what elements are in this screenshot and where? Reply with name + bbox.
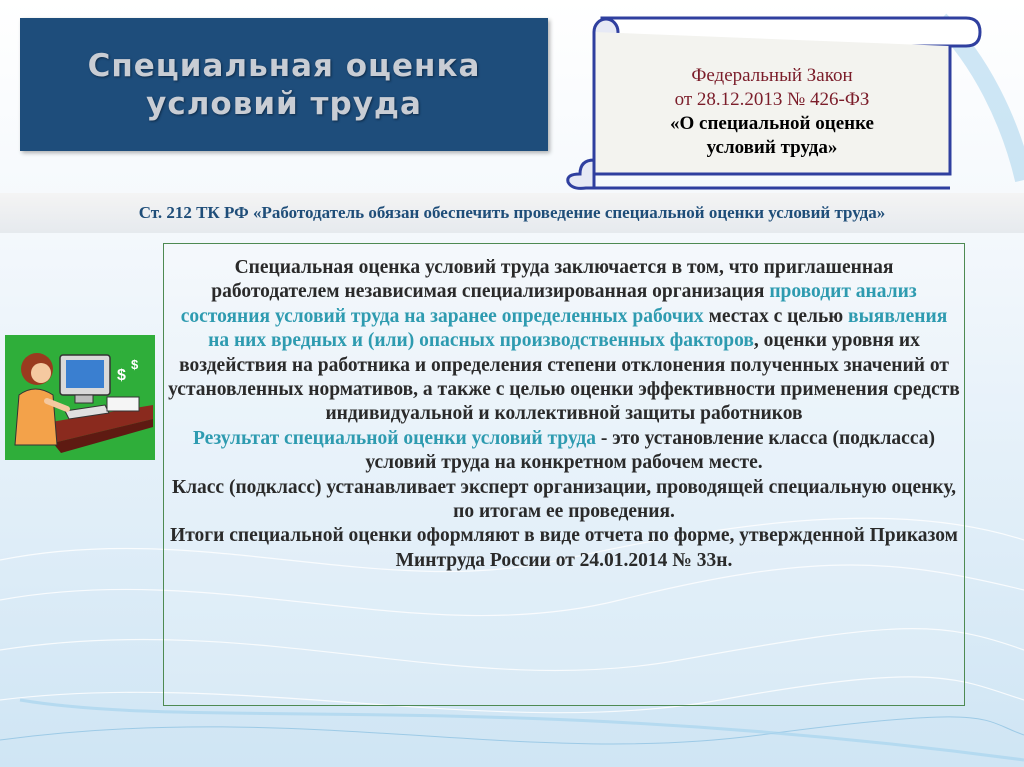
body-p2-a: Результат специальной оценки условий труда	[193, 427, 596, 449]
law-date: от 28.12.2013 № 426-ФЗ	[674, 89, 870, 110]
slide-title-line2: условий труда	[146, 85, 422, 122]
body-p1-b: проводит анализ состояния условий труда на заранее определенных рабочих	[180, 281, 917, 327]
body-p1-c: местах с целью	[703, 305, 849, 327]
law-title-line2: условий труда»	[706, 137, 838, 158]
slide-title-box	[20, 18, 548, 151]
slide-title-line1: Специальная оценка	[87, 47, 481, 84]
main-content-text	[164, 244, 964, 573]
article-banner-text: Ст. 212 ТК РФ «Работодатель обязан обеспечить проведение специальной оценки условий труда»	[138, 203, 886, 222]
main-content-box	[163, 243, 965, 706]
law-scroll	[562, 14, 982, 194]
body-p1-a: Специальная оценка условий труда заключается в том, что приглашенная работодателем независимая специализированная организация	[211, 257, 894, 303]
body-p1-d: выявления на них вредных и (или) опасных производственных факторов	[208, 305, 948, 352]
article-banner	[0, 193, 1024, 233]
slide-title	[88, 47, 481, 123]
law-title-line1: «О специальной оценке	[670, 113, 874, 134]
body-p4: Итоги специальной оценки оформляют в виде отчета по форме, утвержденной Приказом Минтруда России от 24.01.2014 № 33н.	[170, 525, 958, 571]
body-p2-b: - это установление класса (подкласса) условий труда на конкретном рабочем месте.	[365, 427, 935, 474]
law-text	[612, 64, 932, 160]
body-p1-e: , оценки уровня их воздействия на работника и определения степени отклонения полученных значений от установленных нормативов, а также с целью оценки эффективности применения средств индивидуальной и коллективной защиты работников	[168, 330, 960, 425]
woman-at-computer-icon	[5, 335, 155, 460]
body-p3: Класс (подкласс) устанавливает эксперт организации, проводящей специальную оценку, по итогам ее проведения.	[171, 476, 957, 523]
svg-text:$: $	[131, 357, 139, 372]
dollar-sign-icon: $	[117, 367, 126, 384]
law-name: Федеральный Закон	[691, 65, 853, 86]
